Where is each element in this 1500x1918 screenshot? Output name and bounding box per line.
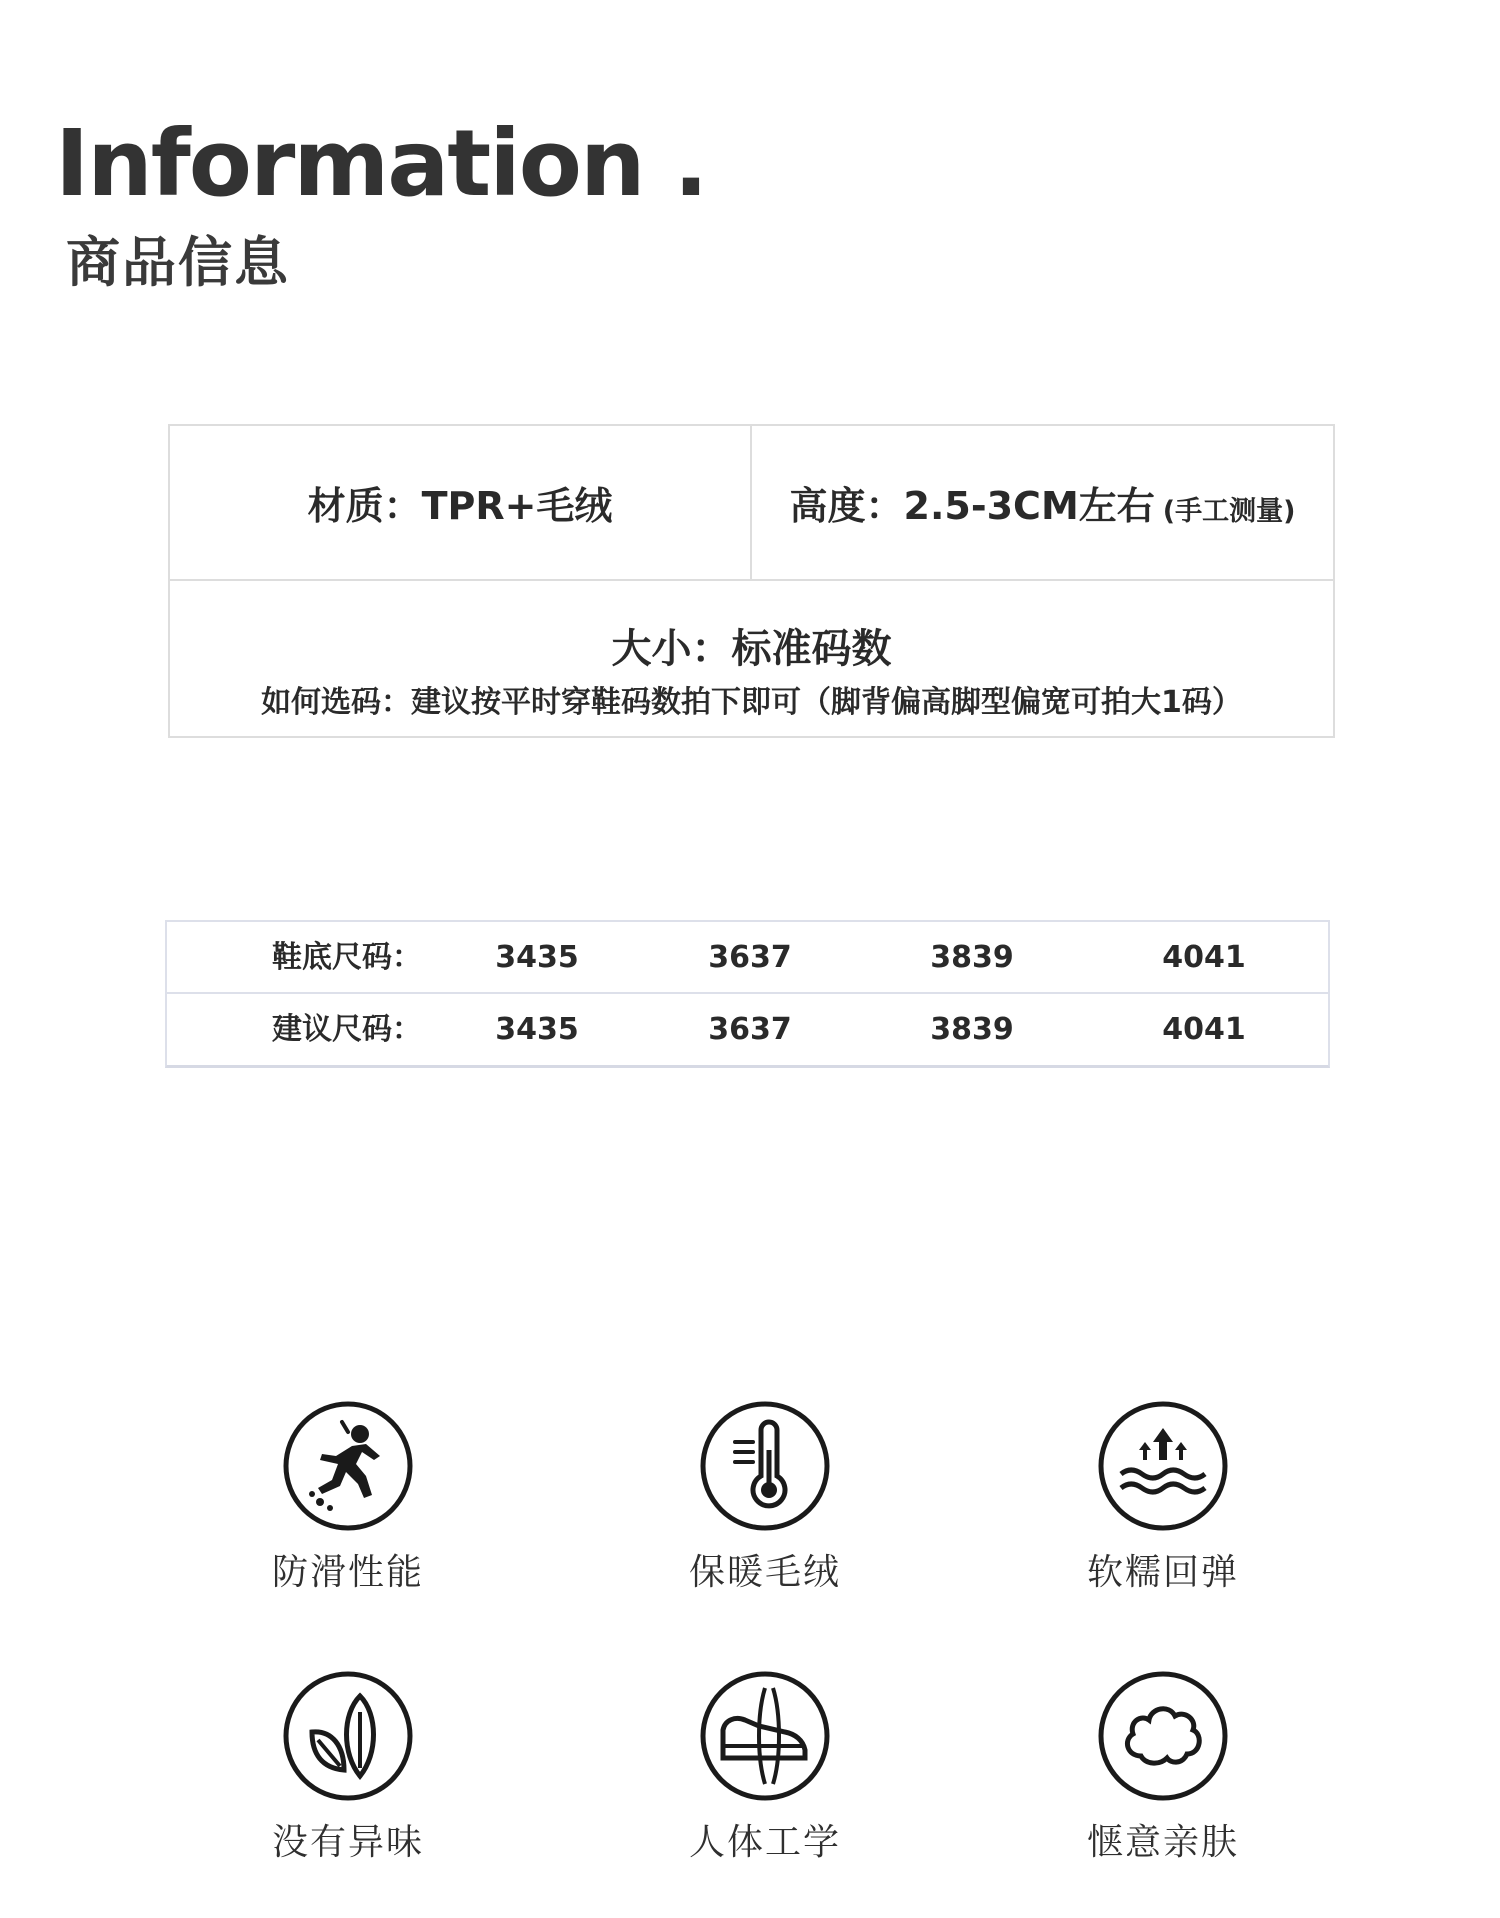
material-text: 材质：TPR+毛绒 [307,484,613,528]
feature-label: 惬意亲肤 [1086,1822,1239,1863]
height-cell [752,426,1333,579]
table-cell: 3637 [708,1012,792,1047]
spec-row-top [170,426,1333,581]
cloud-icon [1097,1670,1229,1802]
table-cell: 3637 [708,940,792,975]
spec-box [168,424,1335,738]
feature-label: 防滑性能 [271,1552,424,1593]
feature-antislip [218,1400,478,1595]
shoe-icon [699,1670,831,1802]
page-title: Information . [55,110,707,217]
height-note: (手工测量) [1162,496,1296,527]
table-cell: 3839 [930,1012,1014,1047]
feature-label: 软糯回弹 [1086,1552,1239,1593]
size-table [165,920,1330,1068]
feature-no-odor [218,1670,478,1865]
table-row [167,922,1328,994]
table-row [167,994,1328,1066]
row-label: 建议尺码： [272,1012,422,1047]
table-cell: 3435 [495,1012,579,1047]
page-subtitle: 商品信息 [66,231,290,294]
feature-ergonomic [635,1670,895,1865]
leaf-icon [282,1670,414,1802]
thermometer-icon [699,1400,831,1532]
table-cell: 3839 [930,940,1014,975]
feature-label: 保暖毛绒 [688,1552,841,1593]
feature-rebound [1033,1400,1293,1595]
rebound-icon [1097,1400,1229,1532]
table-cell: 4041 [1162,940,1246,975]
table-cell: 4041 [1162,1012,1246,1047]
slip-icon [282,1400,414,1532]
feature-label: 没有异味 [271,1822,424,1863]
height-text: 高度：2.5-3CM左右 [789,484,1155,528]
feature-skin-friendly [1033,1670,1293,1865]
material-cell [170,426,752,579]
size-tip: 如何选码：建议按平时穿鞋码数拍下即可（脚背偏高脚型偏宽可拍大1码） [261,685,1242,720]
table-cell: 3435 [495,940,579,975]
size-text: 大小：标准码数 [611,626,892,672]
row-label: 鞋底尺码： [272,940,422,975]
feature-label: 人体工学 [688,1822,841,1863]
feature-warm [635,1400,895,1595]
spec-row-bottom [170,581,1333,738]
